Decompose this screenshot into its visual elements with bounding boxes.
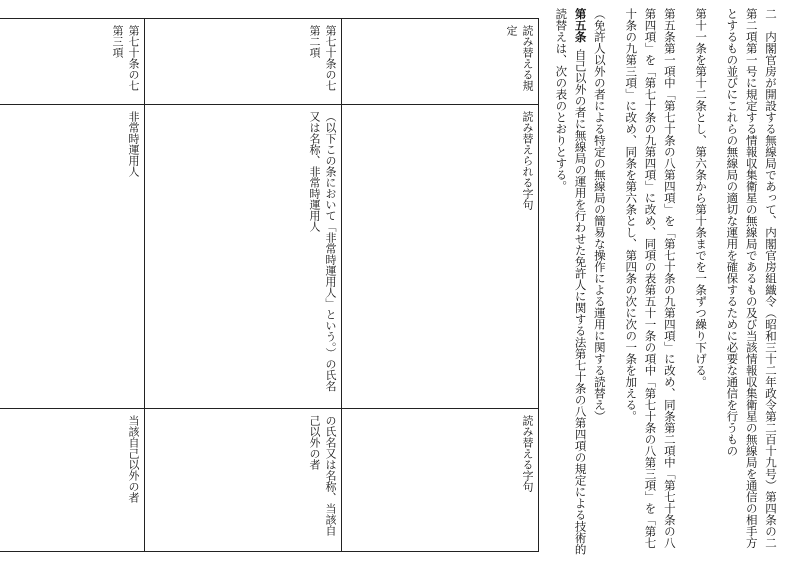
article-paragraph (551, 8, 590, 558)
section-caption: （免許人以外の者による特定の無線局の簡易な操作による運用に関する読替え） (592, 8, 607, 422)
table-cell: 非常時運用人 (0, 104, 145, 408)
table-header-cell: 読み替える規定 (342, 19, 539, 105)
replacement-table-1 (0, 18, 539, 552)
paragraph: 二 内閣官房が開設する無線局であって、内閣官房組織令（昭和三十二年政令第二百十九号）第四条の二第二項第一号に規定する情報収集衛星の無線局であるもの及び当該情報収集衛星の無線局を通信の相手方とするもの並びにこれらの無線局の適切な運用を確保するために必要な通信を行うもの (725, 8, 778, 549)
paragraph: 第十一条を第十二条とし、第六条から第十条までを一条ずつ繰り下げる。 (694, 8, 709, 388)
table-cell: 第七十条の七第三項 (0, 19, 145, 105)
article-body: 自己以外の者に無線局の運用を行わせた免許人に関する法第七十条の八第四項の規定による技術的読替えは、次の表のとおりとする。 (554, 8, 588, 555)
table-header-cell: 読み替える字句 (342, 408, 539, 551)
table-row (342, 19, 539, 552)
table-header-cell: 読み替えられる字句 (342, 104, 539, 408)
table-row (145, 19, 342, 552)
table-cell: の氏名又は名称、当該自己以外の者 (145, 408, 342, 551)
table-cell: 当該自己以外の者 (0, 408, 145, 551)
paragraph: 第五条第一項中「第七十条の八第四項」を「第七十条の九第四項」に改め、同条第二項中「第七十条の八第四項」を「第七十条の九第四項」に改め、同項の表第五十一条の項中「第七十条の八第三項」を「第七十条の九第三項」に改め、同条を第六条とし、第四条の次に次の一条を加える。 (624, 8, 677, 549)
table-cell: 第七十条の七第二項 (145, 19, 342, 105)
article-heading: 第五条 (573, 8, 588, 43)
table-cell: （以下この条において「非常時運用人」という。）の氏名又は名称、非常時運用人 (145, 104, 342, 408)
table-row (0, 19, 145, 552)
